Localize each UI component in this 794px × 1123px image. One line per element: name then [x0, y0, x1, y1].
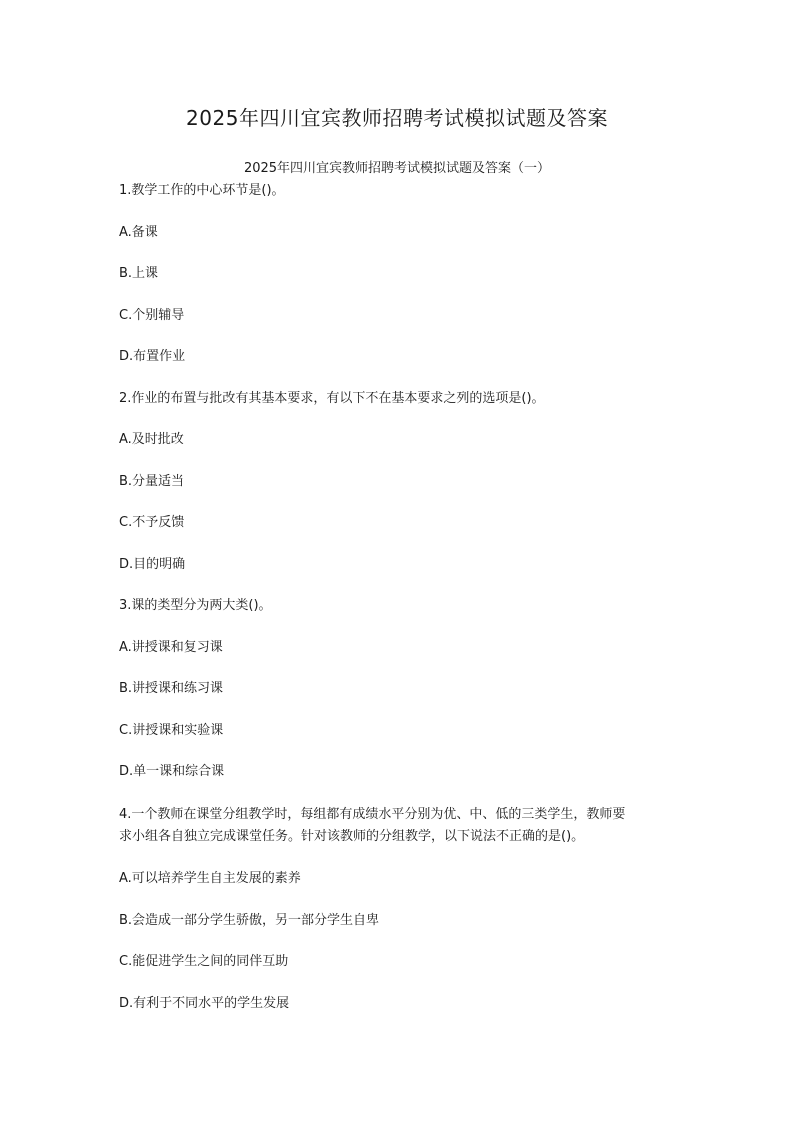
answer-option: D.目的明确	[119, 556, 186, 572]
section-subtitle: 2025年四川宜宾教师招聘考试模拟试题及答案（一）	[243, 161, 551, 176]
question-stem-line: 求小组各自独立完成课堂任务。针对该教师的分组教学，以下说法不正确的是()。	[119, 828, 585, 844]
answer-option: B.上课	[119, 266, 159, 281]
question-list	[119, 181, 679, 1035]
answer-option: B.会造成一部分学生骄傲，另一部分学生自卑	[119, 912, 380, 928]
question-stem: 3.课的类型分为两大类()。	[119, 598, 272, 613]
answer-option: A.备课	[119, 224, 158, 240]
document-title: 2025年四川宜宾教师招聘考试模拟试题及答案	[186, 106, 608, 130]
question-stem: 1.教学工作的中心环节是()。	[119, 183, 285, 198]
answer-option: B.分量适当	[119, 473, 185, 489]
answer-option: D.有利于不同水平的学生发展	[119, 995, 290, 1011]
question-stem: 2.作业的布置与批改有其基本要求，有以下不在基本要求之列的选项是()。	[119, 390, 545, 406]
answer-option: D.单一课和综合课	[119, 764, 225, 779]
answer-option: A.可以培养学生自主发展的素养	[119, 871, 301, 886]
answer-option: C.能促进学生之间的同伴互助	[119, 954, 289, 969]
answer-option: C.个别辅导	[119, 307, 185, 323]
answer-option: C.讲授课和实验课	[119, 722, 224, 738]
question-stem-line: 4.一个教师在课堂分组教学时，每组都有成绩水平分别为优、中、低的三类学生，教师要	[119, 806, 626, 822]
question-stem	[119, 804, 679, 848]
answer-option: D.布置作业	[119, 349, 186, 364]
answer-option: B.讲授课和练习课	[119, 681, 224, 696]
answer-option: A.及时批改	[119, 432, 184, 447]
answer-option: A.讲授课和复习课	[119, 639, 223, 655]
answer-option: C.不予反馈	[119, 515, 185, 530]
